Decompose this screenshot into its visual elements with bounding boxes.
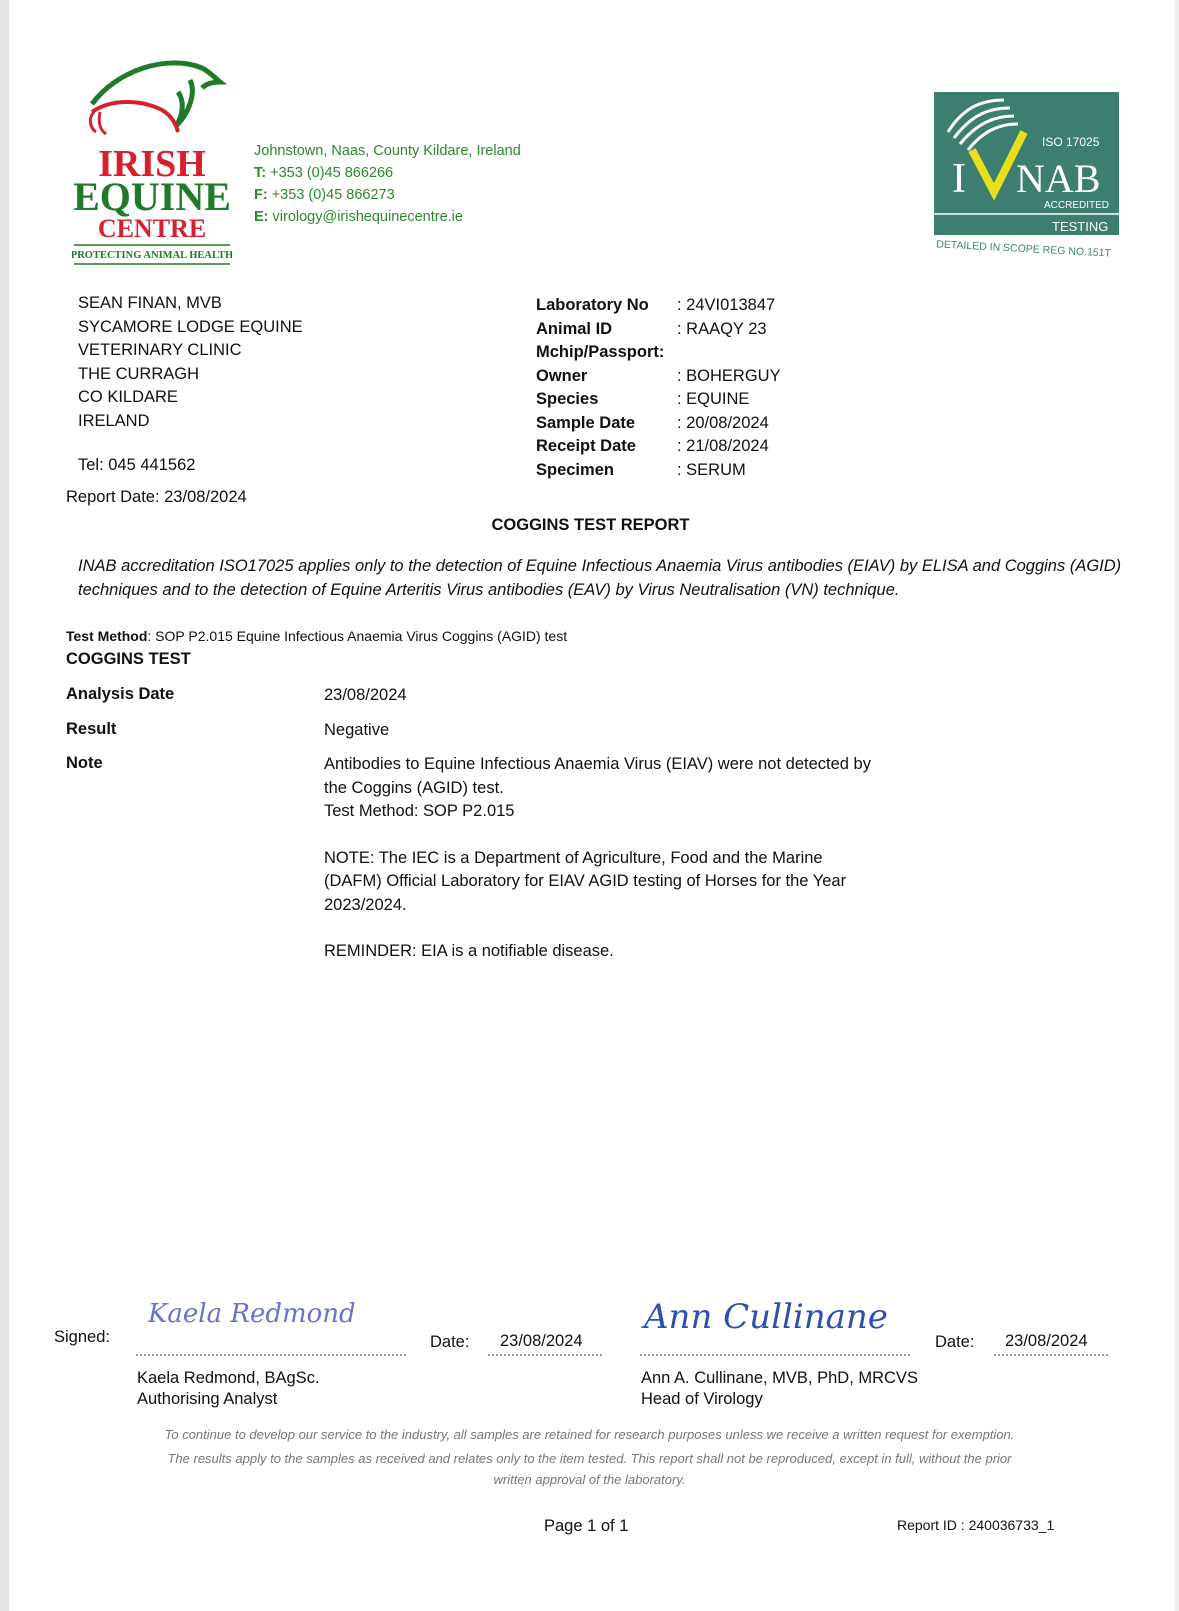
inab-badge-icon: [934, 92, 1122, 262]
handwritten-signature-icon: [640, 1288, 910, 1342]
note-label: Note: [66, 754, 103, 772]
analysis-date-label: Analysis Date: [66, 685, 175, 703]
contact-block: [254, 140, 521, 228]
page-edge: [0, 0, 9, 1611]
email-line: E: virology@irishequinecentre.ie: [254, 209, 463, 225]
signature-line: [640, 1354, 910, 1356]
phone-line: T: +353 (0)45 866266: [254, 165, 394, 181]
lab-info-row: Specimen : SERUM: [536, 460, 746, 479]
signature-kaela-redmond: [136, 1290, 406, 1334]
result-label: Result: [66, 720, 117, 738]
recipient-address: [78, 292, 303, 433]
lab-info-row: Species : EQUINE: [536, 390, 750, 408]
signer2-date: 23/08/2024: [1005, 1332, 1088, 1350]
svg-text:ISO 17025: ISO 17025: [1042, 135, 1100, 149]
address-line: IRELAND: [78, 411, 150, 430]
note-text: Antibodies to Equine Infectious Anaemia Virus (EIAV) were not detected by the Coggins (AGID) test. Test Method: SOP P2.015 NOTE: The IEC is a Department of Agriculture, Food and the Marine (DAFM) Official Laboratory for EIAV AGID testing of Horses for the Year 2023/2024. REMINDER: EIA is a notifiable disease.: [324, 755, 871, 960]
handwritten-signature-icon: [136, 1290, 406, 1334]
address-line: SYCAMORE LODGE EQUINE: [78, 317, 303, 336]
lab-info-row: Mchip/Passport:: [536, 343, 665, 361]
signed-label: Signed:: [54, 1328, 110, 1346]
page-number: Page 1 of 1: [544, 1517, 629, 1535]
horse-logo-icon: [72, 52, 232, 272]
svg-text:TESTING: TESTING: [1052, 219, 1109, 234]
svg-text:I: I: [952, 156, 966, 202]
signer2-name: Ann A. Cullinane, MVB, PhD, MRCVS: [641, 1369, 918, 1387]
recipient-tel: Tel: 045 441562: [78, 456, 196, 474]
signer2-role: Head of Virology: [641, 1390, 763, 1408]
lab-info-row: Sample Date : 20/08/2024: [536, 413, 769, 432]
fax-line: F: +353 (0)45 866273: [254, 187, 395, 203]
irish-equine-centre-logo: [72, 52, 232, 272]
svg-text:DETAILED IN SCOPE REG NO.151T: DETAILED IN SCOPE REG NO.151T: [935, 238, 1112, 260]
signer2-block: [641, 1368, 918, 1410]
lab-info-row: Owner : BOHERGUY: [536, 366, 781, 385]
signer1-block: [137, 1368, 320, 1410]
svg-text:ACCREDITED: ACCREDITED: [1044, 200, 1110, 211]
svg-text:IRISH: IRISH: [98, 143, 206, 185]
address-line: CO KILDARE: [78, 388, 178, 406]
date-line: [994, 1354, 1108, 1356]
result-value: Negative: [324, 721, 390, 739]
signer1-date: 23/08/2024: [500, 1332, 583, 1350]
date-label: Date:: [430, 1333, 470, 1351]
analysis-date-value: 23/08/2024: [324, 686, 407, 704]
address-line: VETERINARY CLINIC: [78, 341, 242, 359]
lab-info-table: [536, 294, 781, 482]
address-line: SEAN FINAN, MVB: [78, 294, 222, 312]
lab-info-row: Laboratory No : 24VI013847: [536, 296, 776, 314]
signature-line: [136, 1354, 406, 1356]
svg-text:EQUINE: EQUINE: [73, 174, 231, 219]
section-heading: COGGINS TEST: [66, 650, 191, 668]
svg-text:Kaela Redmond: Kaela Redmond: [148, 1299, 356, 1329]
svg-text:CENTRE: CENTRE: [97, 214, 207, 243]
signature-ann-cullinane: [640, 1288, 910, 1342]
address: Johnstown, Naas, County Kildare, Ireland: [254, 143, 521, 159]
address-line: THE CURRAGH: [78, 364, 200, 383]
svg-text:NAB: NAB: [1016, 156, 1101, 201]
page-edge-right: [1175, 0, 1179, 1611]
date-line: [488, 1354, 602, 1356]
signer1-role: Authorising Analyst: [137, 1390, 278, 1408]
test-method: Test Method: SOP P2.015 Equine Infectious Anaemia Virus Coggins (AGID) test: [66, 628, 568, 644]
report-id: Report ID : 240036733_1: [897, 1517, 1055, 1533]
date-label: Date:: [935, 1333, 975, 1351]
signer1-name: Kaela Redmond, BAgSc.: [137, 1369, 320, 1387]
inab-accreditation-badge: [934, 92, 1122, 262]
svg-text:Ann Cullinane: Ann Cullinane: [644, 1297, 888, 1337]
lab-info-row: Animal ID : RAAQY 23: [536, 319, 767, 338]
report-date: Report Date: 23/08/2024: [66, 488, 247, 506]
report-title: COGGINS TEST REPORT: [491, 516, 690, 534]
accreditation-note: INAB accreditation ISO17025 applies only to the detection of Equine Infectious Anaemia Virus antibodies (EIAV) by ELISA and Coggins (AGID) techniques and to the detection of Equine Arteritis Virus antibodies (EAV) by Virus Neutralisation (VN) technique.: [78, 557, 1122, 599]
lab-info-row: Receipt Date : 21/08/2024: [536, 437, 769, 455]
svg-text:PROTECTING ANIMAL HEALTH: PROTECTING ANIMAL HEALTH: [72, 250, 232, 261]
footer-disclaimer: To continue to develop our service to the industry, all samples are retained for research purposes unless we receive a written request for exemption. The results apply to the samples as received and relates only to the item tested. This report shall not be reproduced, except in full, without the prior written approval of the laboratory.: [164, 1427, 1015, 1487]
